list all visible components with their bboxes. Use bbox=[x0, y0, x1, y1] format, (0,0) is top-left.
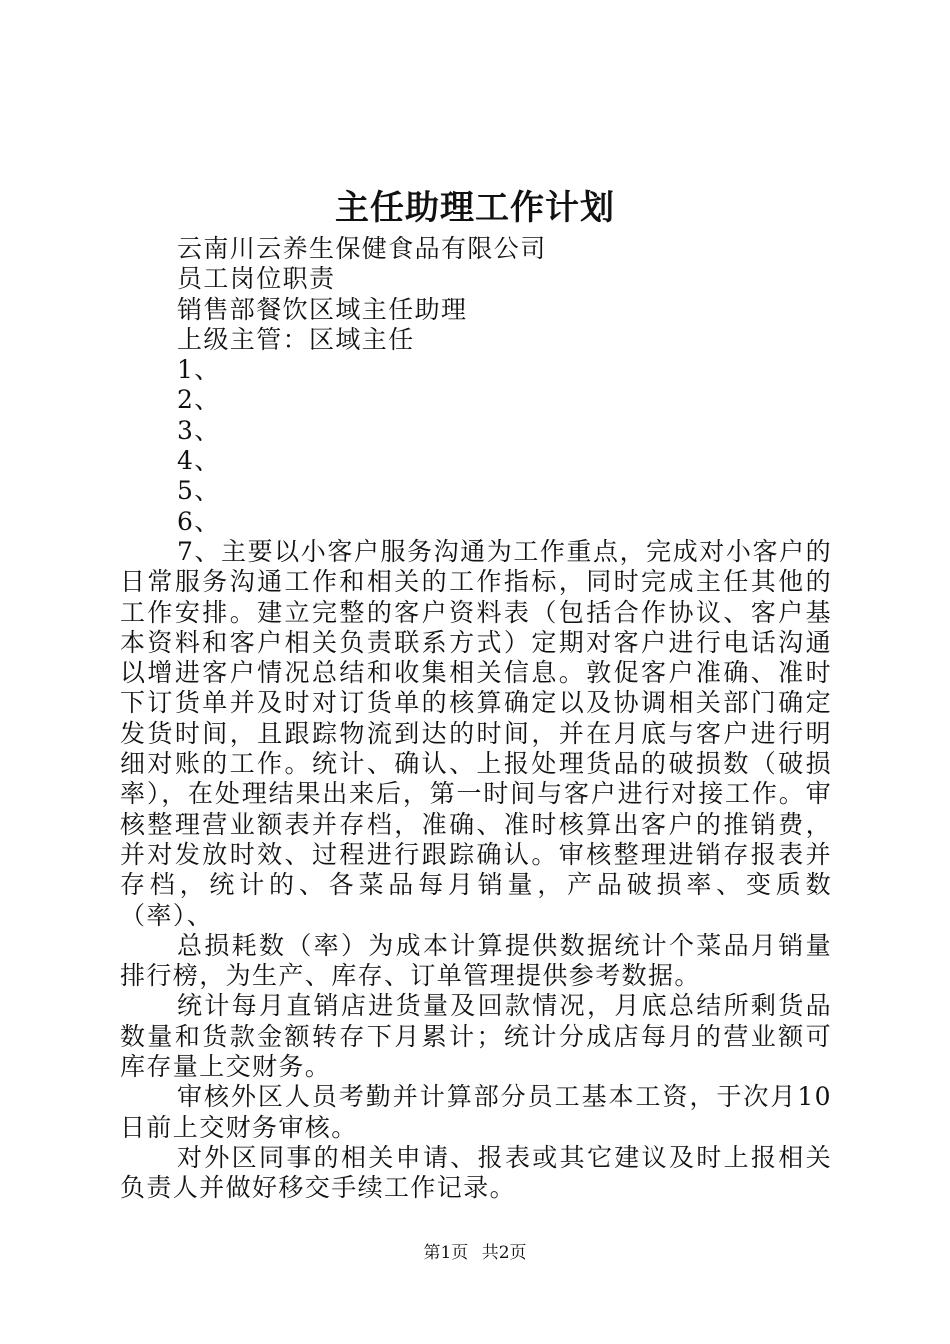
document-title: 主任助理工作计划 bbox=[335, 188, 615, 228]
numbered-item: 6、 bbox=[177, 506, 221, 536]
numbered-item: 1、 bbox=[177, 355, 221, 385]
body-paragraph: 7、主要以小客户服务沟通为工作重点，完成对小客户的日常服务沟通工作和相关的工作指标，同时完成主任其他的工作安排。建立完整的客户资料表（包括合作协议、客户基本资料和客户相关负责联系方式）定期对客户进行电话沟通以增进客户情况总结和收集相关信息。敦促客户准确、准时下订货单并及时对订货单的核算确定以及协调相关部门确定发货时间，且跟踪物流到达的时间，并在月底与客户进行明细对账的工作。统计、确认、上报处理货品的破损数（破损率），在处理结果出来后，第一时间与客户进行对接工作。审核整理营业额表并存档，准确、准时核算出客户的推销费，并对发放时效、过程进行跟踪确认。审核整理进销存报表并存档，统计的、各菜品每月销量，产品破损率、变质数（率）、 bbox=[120, 536, 832, 930]
numbered-item: 2、 bbox=[177, 385, 221, 415]
body-paragraph: 总损耗数（率）为成本计算提供数据统计个菜品月销量排行榜，为生产、库存、订单管理提供参考数据。 bbox=[120, 930, 832, 991]
document-body bbox=[120, 234, 832, 1204]
numbered-item: 3、 bbox=[177, 415, 221, 445]
position-name: 销售部餐饮区域主任助理 bbox=[177, 294, 468, 324]
company-name: 云南川云养生保健食品有限公司 bbox=[177, 234, 547, 263]
section-heading: 员工岗位职责 bbox=[177, 264, 336, 294]
page-total: 共2页 bbox=[481, 1243, 527, 1263]
body-paragraph: 审核外区人员考勤并计算部分员工基本工资，于次月10日前上交财务审核。 bbox=[120, 1082, 832, 1142]
body-paragraph: 统计每月直销店进货量及回款情况，月底总结所剩货品数量和货款金额转存下月累计；统计分成店每月的营业额可库存量上交财务。 bbox=[120, 991, 832, 1082]
numbered-item: 5、 bbox=[177, 476, 221, 506]
numbered-item: 4、 bbox=[177, 446, 221, 476]
page-footer bbox=[0, 1241, 950, 1265]
supervisor-line: 上级主管：区域主任 bbox=[177, 324, 415, 354]
page-number: 第1页 bbox=[423, 1243, 469, 1263]
body-paragraph: 对外区同事的相关申请、报表或其它建议及时上报相关负责人并做好移交手续工作记录。 bbox=[120, 1142, 832, 1203]
